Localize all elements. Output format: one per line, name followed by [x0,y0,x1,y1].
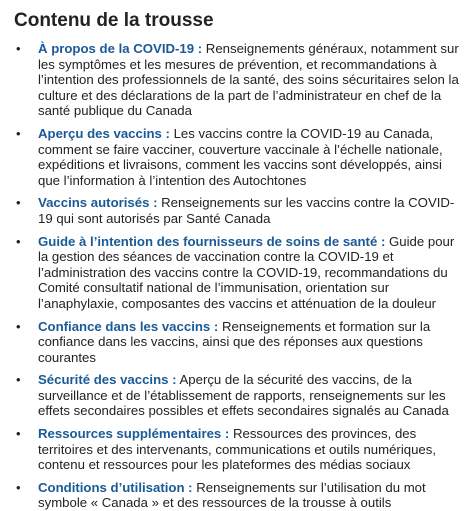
bullet-icon: • [16,372,21,388]
item-link-about-covid[interactable]: À propos de la COVID-19 : [38,41,203,56]
item-description: Ressources des provinces, des territoires et des intervenants, communications et outils numériques, contenu et ressources pour les plateformes des médias sociaux [38,426,437,473]
item-link-vaccine-confidence[interactable]: Confiance dans les vaccins : [38,318,219,334]
list-item [14,234,462,312]
list-item [14,195,462,226]
page-title: Contenu de la trousse [14,10,214,31]
list-item [14,426,462,473]
bullet-icon: • [16,195,21,211]
item-link-vaccine-overview[interactable]: Aperçu des vaccins : [38,125,170,141]
item-description: Les vaccins contre la COVID-19 au Canada, comment se faire vacciner, couverture vaccinale à l’échelle nationale, expéditions et livraisons, comment les vaccins sont développés, ainsi que l’information à l’intention des Autochtones [38,125,443,188]
bullet-icon: • [16,233,21,249]
item-description: Renseignements sur les vaccins contre la COVID-19 qui sont autorisés par Santé Canada [38,195,455,226]
item-description: Renseignements généraux, notamment sur les symptômes et les mesures de prévention, et recommandations à l’intention des professionnels de la santé, des soins sécuritaires selon la culture et des déclarations de la part de l’administrateur en chef de la santé publique du Canada [38,41,459,119]
list-item [14,372,462,419]
item-description: Aperçu de la sécurité des vaccins, de la surveillance et de l’établissement de rapports, renseignements sur les effets secondaires possibles et effets secondaires signalés au Canada [38,372,449,419]
item-link-additional-resources[interactable]: Ressources supplémentaires : [38,426,230,442]
item-link-terms-of-use[interactable]: Conditions d’utilisation : [38,479,193,495]
item-link-provider-guide[interactable]: Guide à l’intention des fournisseurs de soins de santé : [38,233,386,249]
item-description: Guide pour la gestion des séances de vaccination contre la COVID-19 et l’administration des vaccins contre la COVID-19, recommandations du Comité consultatif national de l’immunisation, orientation sur l’anaphylaxie, composantes des vaccins et atténuation de la douleur [38,233,455,311]
item-description: Renseignements et formation sur la confiance dans les vaccins, ainsi que des réponses aux questions courantes [38,318,431,365]
bullet-icon: • [16,426,21,442]
contents-list [14,41,462,511]
bullet-icon: • [16,41,21,56]
list-item [14,319,462,366]
list-item [14,480,462,511]
item-link-authorized-vaccines[interactable]: Vaccins autorisés : [38,195,158,211]
list-item [14,126,462,188]
item-link-vaccine-safety[interactable]: Sécurité des vaccins : [38,372,177,388]
bullet-icon: • [16,318,21,334]
bullet-icon: • [16,125,21,141]
item-description: Renseignements sur l’utilisation du mot symbole « Canada » et des ressources de la trousse à outils [38,479,426,511]
list-item [14,41,462,119]
bullet-icon: • [16,479,21,495]
